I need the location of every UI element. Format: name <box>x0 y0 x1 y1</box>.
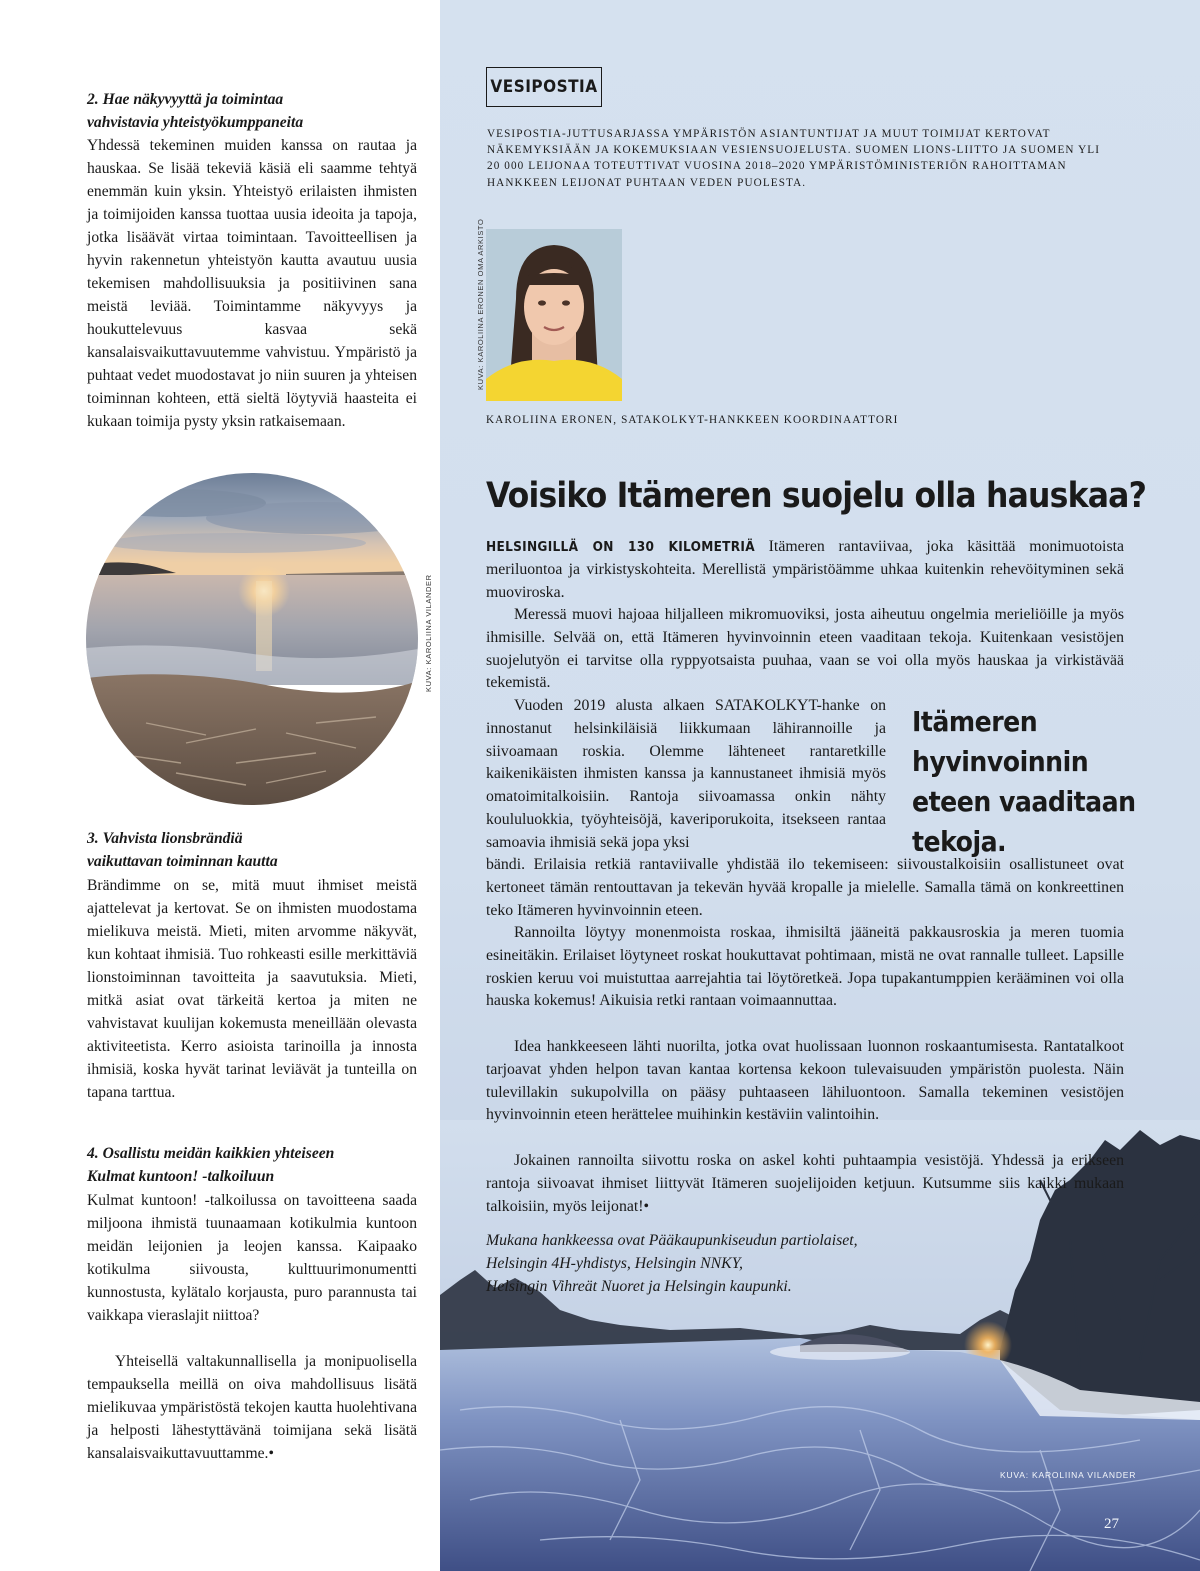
portrait-photo <box>486 229 622 401</box>
frozen-sea-photo-credit: KUVA: KAROLIINA VILANDER <box>1000 1470 1137 1480</box>
pull-quote: Itämeren hyvinvoinnin eteen vaaditaan tekoja. <box>912 705 1136 858</box>
partners-note <box>486 1230 1124 1298</box>
section-4-body-1: Kulmat kuntoon! -talkoilussa on tavoitteena saada miljoona ihmistä tuunaamaan kotikulmia kuntoon meidän leijonien ja leojen kanssa. Kaipaako kotikulma siivousta, kulttuurimonumentti kunnostusta, kylätalo korjausta, puro parannusta tai vaikkapa vieraslajit niittoa? <box>87 1192 417 1324</box>
section-4-heading-line1: 4. Osallistu meidän kaikkien yhteiseen <box>87 1145 335 1162</box>
section-2-heading-line2: vahvistavia yhteistyökumppaneita <box>87 114 304 131</box>
paragraph-3a: Vuoden 2019 alusta alkaen SATAKOLKYT-hanke on innostanut helsinkiläisiä liikkumaan lähirannoille ja siivoamaan roskia. Olemme lähteneet rantaretkille kaikenikäisten ihmisten kanssa ja kannustaneet ihmisiä myös omatoimitalkoisiin. Rantoja siivoamassa onkin nähty koululuokkia, työyhteisöjä, kaveriporukoita, itsekseen rantaa samoavia ihmisiä sekä jopa yksi <box>486 697 886 851</box>
paragraph-3b: bändi. Erilaisia retkiä rantaviivalle yhdistää ilo tekemiseen: siivoustalkoisiin osallistuneet ovat kertoneet tämän rentouttavan ja tekevän hyvää kropalle ja mielelle. Samalla tämä on konkreettinen teko Itämeren hyvinvoinnin eteen. <box>486 856 1124 919</box>
lead-in: HELSINGILLÄ ON 130 KILOMETRIÄ <box>486 539 755 555</box>
page-number: 27 <box>1104 1516 1119 1532</box>
section-3-body: Brändimme on se, mitä muut ihmiset meistä ajattelevat ja kertovat. Se on ihmisten muodostama mielikuva meistä. Mieti, miten arvomme näkyvät, kun kohtaat ihmisiä. Tuo rohkeasti esille merkittäviä lionstoiminnan tavoitteita ja saavutuksia. Mieti, mitkä asiat ovat tärkeitä kertoa ja miten ne vahvistavat kuulijan kokemusta meneillään olevasta aktiviteetista. Kerro asioista tarinoilla ja innosta ihmisiä, koska hyvät tarinat leviävät ja tunteilla on tapana tarttua. <box>87 877 417 1101</box>
section-2-body: Yhdessä tekeminen muiden kanssa on rautaa ja hauskaa. Se lisää tekeviä käsiä eli saamme tehtyä enemmän kuin yksin. Yhteistyö erilaisten ihmisten ja toimijoiden kanssa tuottaa uusia ideoita ja tapoja, jotka lisäävät virtaa toimintaan. Tavoitteellisen ja hyvin rakennetun yhteistyön kautta avautuu uusia tekemisen mahdollisuuksia ja positiivinen sana meistä leviää. Toimintamme näkyvyys ja houkuttelevuus kasvaa sekä kansalaisvaikuttavuutemme vahvistuu. Ympäristö ja puhtaat vedet muodostavat jo niin suuren ja yhteisen toiminnan kohteen, että sieltä löytyviä haasteita ei kukaan toimija pysty yksin ratkaisemaan. <box>87 137 417 430</box>
section-4-body-2: Yhteisellä valtakunnallisella ja monipuolisella tempauksella meillä on oiva mahdollisuus lisätä mielikuvaa ympäristöstä tekojen kautta huolehtivana ja helposti lähestyttävänä toimijana sekä lisätä kansalaisvaikuttavuuttamme.• <box>87 1353 417 1462</box>
section-2-heading <box>87 88 417 134</box>
section-4-heading <box>87 1142 417 1188</box>
section-3-heading-line2: vaikuttavan toiminnan kautta <box>87 853 278 870</box>
sunset-photo-credit: KUVA: KAROLIINA VILANDER <box>424 574 433 692</box>
paragraph-1-text: Itämeren rantaviivaa, joka käsittää monimuotoista meriluontoa ja virkistyskohteita. Merellistä ympäristöämme uhkaa kuitenkin rehevöityminen sekä muoviroska. <box>486 538 1124 601</box>
section-4-heading-line2: Kulmat kuntoon! -talkoiluun <box>87 1168 275 1185</box>
series-intro: VESIPOSTIA-JUTTUSARJASSA YMPÄRISTÖN ASIANTUNTIJAT JA MUUT TOIMIJAT KERTOVAT NÄKEMYKSIÄÄN JA KOKEMUKSIAAN VESIENSUOJELUSTA. SUOMEN LIONS-LIITTO JA SUOMEN YLI 20 000 LEIJONAA TOTEUTTIVAT VUOSINA 2018–2020 YMPÄRISTÖMINISTERIÖN RAHOITTAMAN HANKKEEN LEIJONAT PUHTAAN VEDEN PUOLESTA. <box>487 128 1101 189</box>
partners-line-1: Mukana hankkeessa ovat Pääkaupunkiseudun partiolaiset, <box>486 1232 858 1249</box>
section-3-heading-line1: 3. Vahvista lionsbrändiä <box>87 830 243 847</box>
section-2-heading-line1: 2. Hae näkyvyyttä ja toimintaa <box>87 91 284 108</box>
paragraph-6: Jokainen rannoilta siivottu roska on askel kohti puhtaampia vesistöjä. Yhdessä ja erikseen rantoja siivoavat ihmiset liittyvät Itämeren suojelijoiden ketjuun. Kutsumme siis kaikki mukaan talkoisiin, myös leijonat!• <box>486 1152 1124 1215</box>
vesipostia-panel <box>440 0 1200 1571</box>
portrait-photo-credit: KUVA: KAROLIINA ERONEN OMA ARKISTO <box>476 218 485 390</box>
sunset-beach-photo <box>86 473 418 805</box>
paragraph-2: Meressä muovi hajoaa hiljalleen mikromuoviksi, josta aiheutuu ongelmia merieliöille ja myös ihmisille. Selvää on, että Itämeren hyvinvoinnin eteen vaaditaan tekoja. Kuitenkaan vesistöjen suojelutyön ei tarvitse olla ryppyotsaista puuhaa, vaan se voi olla myös hauskaa ja virkistävää tekemistä. <box>486 606 1124 692</box>
left-column <box>0 0 440 1571</box>
partners-line-2: Helsingin 4H-yhdistys, Helsingin NNKY, <box>486 1254 744 1272</box>
portrait-caption: KAROLIINA ERONEN, SATAKOLKYT-HANKKEEN KOORDINAATTORI <box>486 414 899 426</box>
partners-line-3: Helsingin Vihreät Nuoret ja Helsingin kaupunki. <box>486 1277 792 1295</box>
vesipostia-label: VESIPOSTIA <box>486 67 602 107</box>
article-headline: Voisiko Itämeren suojelu olla hauskaa? <box>486 476 1147 516</box>
paragraph-1 <box>486 536 1124 604</box>
paragraph-5: Idea hankkeeseen lähti nuorilta, jotka ovat huolissaan luonnon roskaantumisesta. Rantatalkoot tarjoavat yhden helpon tavan kantaa kortensa kekoon tulevaisuuden ympäristön puolesta. Näin tulevillakin sukupolvilla on pääsy puhtaaseen lähiluontoon. Samalla tekeminen vesistöjen hyvinvoinnin eteen herättelee muihinkin kestäviin valintoihin. <box>486 1038 1124 1124</box>
paragraph-4: Rannoilta löytyy monenmoista roskaa, ihmisiltä jääneitä pakkausroskia ja meren tuomia esineitäkin. Erilaiset löytyneet roskat houkuttavat pohtimaan, mistä ne ovat rannalle tulleet. Lapsille roskien keruu voi muistuttaa aarrejahtia tai löytöretkeä. Jopa tupakantumppien kerääminen voi olla hauska kokemus! Aikuisia retki rantaan voimaannuttaa. <box>486 924 1124 1010</box>
section-3-heading <box>87 827 417 873</box>
